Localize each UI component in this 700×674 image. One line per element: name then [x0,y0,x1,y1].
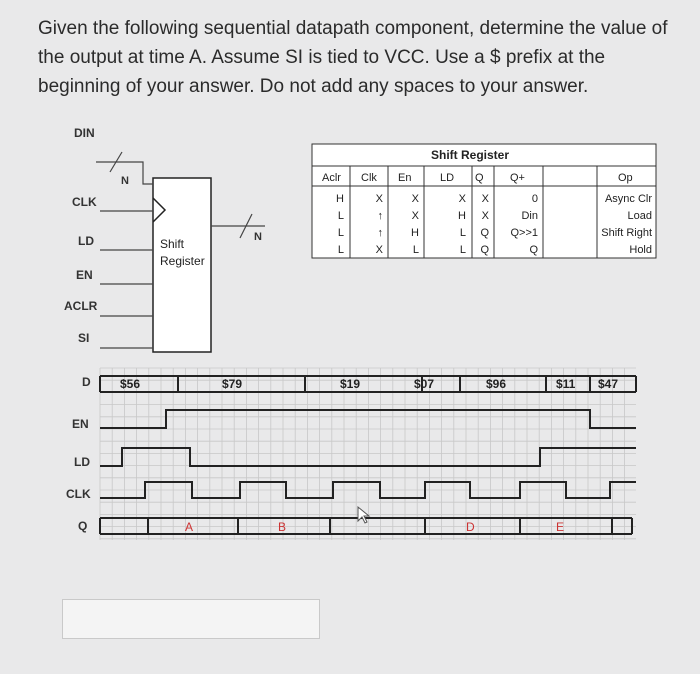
table-header-1: Clk [361,172,377,184]
input-label-clk: CLK [72,195,97,209]
table-cell: X [375,193,383,205]
shift-register-label-line2: Register [160,254,205,268]
input-label-din: DIN [74,126,95,140]
table-cell: ↑ [377,227,383,239]
d-value: $96 [486,377,507,391]
table-title: Shift Register [430,148,510,162]
table-cell: X [375,244,383,256]
input-label-si: SI [78,331,90,345]
q-marker-E: E [556,520,565,534]
table-cell: L [412,244,419,256]
timing-grid [100,368,636,540]
table-cell: 0 [531,193,538,205]
table-cell: X [481,193,489,205]
table-cell: ↑ [377,210,383,222]
d-value: $79 [222,377,243,391]
table-cell: L [459,227,466,239]
d-value: $47 [598,377,619,391]
q-marker-D: D [466,520,475,534]
d-value: $19 [340,377,361,391]
table-cell: Din [521,210,538,222]
table-cell: L [337,210,344,222]
truth-table [312,144,656,258]
table-cell: X [481,210,489,222]
shift-register-label-line1: Shift [160,237,185,251]
d-value: $11 [556,377,576,391]
table-cell: H [336,193,344,205]
table-header-4: Q [475,172,484,184]
timing-label-clk: CLK [66,487,91,501]
table-header-0: Aclr [322,172,341,184]
din-width-label: N [121,175,129,187]
input-label-ld: LD [78,234,94,248]
table-header-3: LD [440,172,455,184]
table-cell: Load [627,210,652,222]
table-cell: L [337,227,344,239]
table-cell: L [337,244,344,256]
datapath-diagram [0,110,700,590]
answer-input[interactable] [62,599,320,639]
timing-label-d: D [82,375,91,389]
table-cell: H [411,227,419,239]
output-width-label: N [254,231,262,243]
table-header-2: En [398,172,412,184]
table-cell: Async Clr [604,193,652,205]
q-marker-B: B [278,520,287,534]
table-cell: L [459,244,466,256]
cursor-icon [358,507,369,523]
question-text: Given the following sequential datapath component, determine the value of the output at time A. Assume SI is tied to VCC. Use a $ prefix at the beginning of your answer. Do not add any spaces to your answer. [38,18,668,97]
table-header-6: Op [618,172,633,184]
input-label-aclr: ACLR [64,299,98,313]
timing-label-q: Q [78,519,88,533]
input-label-en: EN [76,268,93,282]
table-cell: X [411,210,419,222]
d-value: $56 [120,377,141,391]
table-cell: Q [529,244,538,256]
table-cell: Hold [629,244,652,256]
table-header-5: Q+ [510,172,525,184]
table-cell: X [411,193,419,205]
table-cell: Q>>1 [510,227,538,239]
table-cell: X [458,193,466,205]
q-marker-A: A [185,520,194,534]
timing-label-en: EN [72,417,89,431]
table-cell: Q [480,244,489,256]
table-cell: Shift Right [601,227,652,239]
table-cell: H [458,210,466,222]
d-value: $07 [414,377,435,391]
table-cell: Q [480,227,489,239]
timing-label-ld: LD [74,455,90,469]
